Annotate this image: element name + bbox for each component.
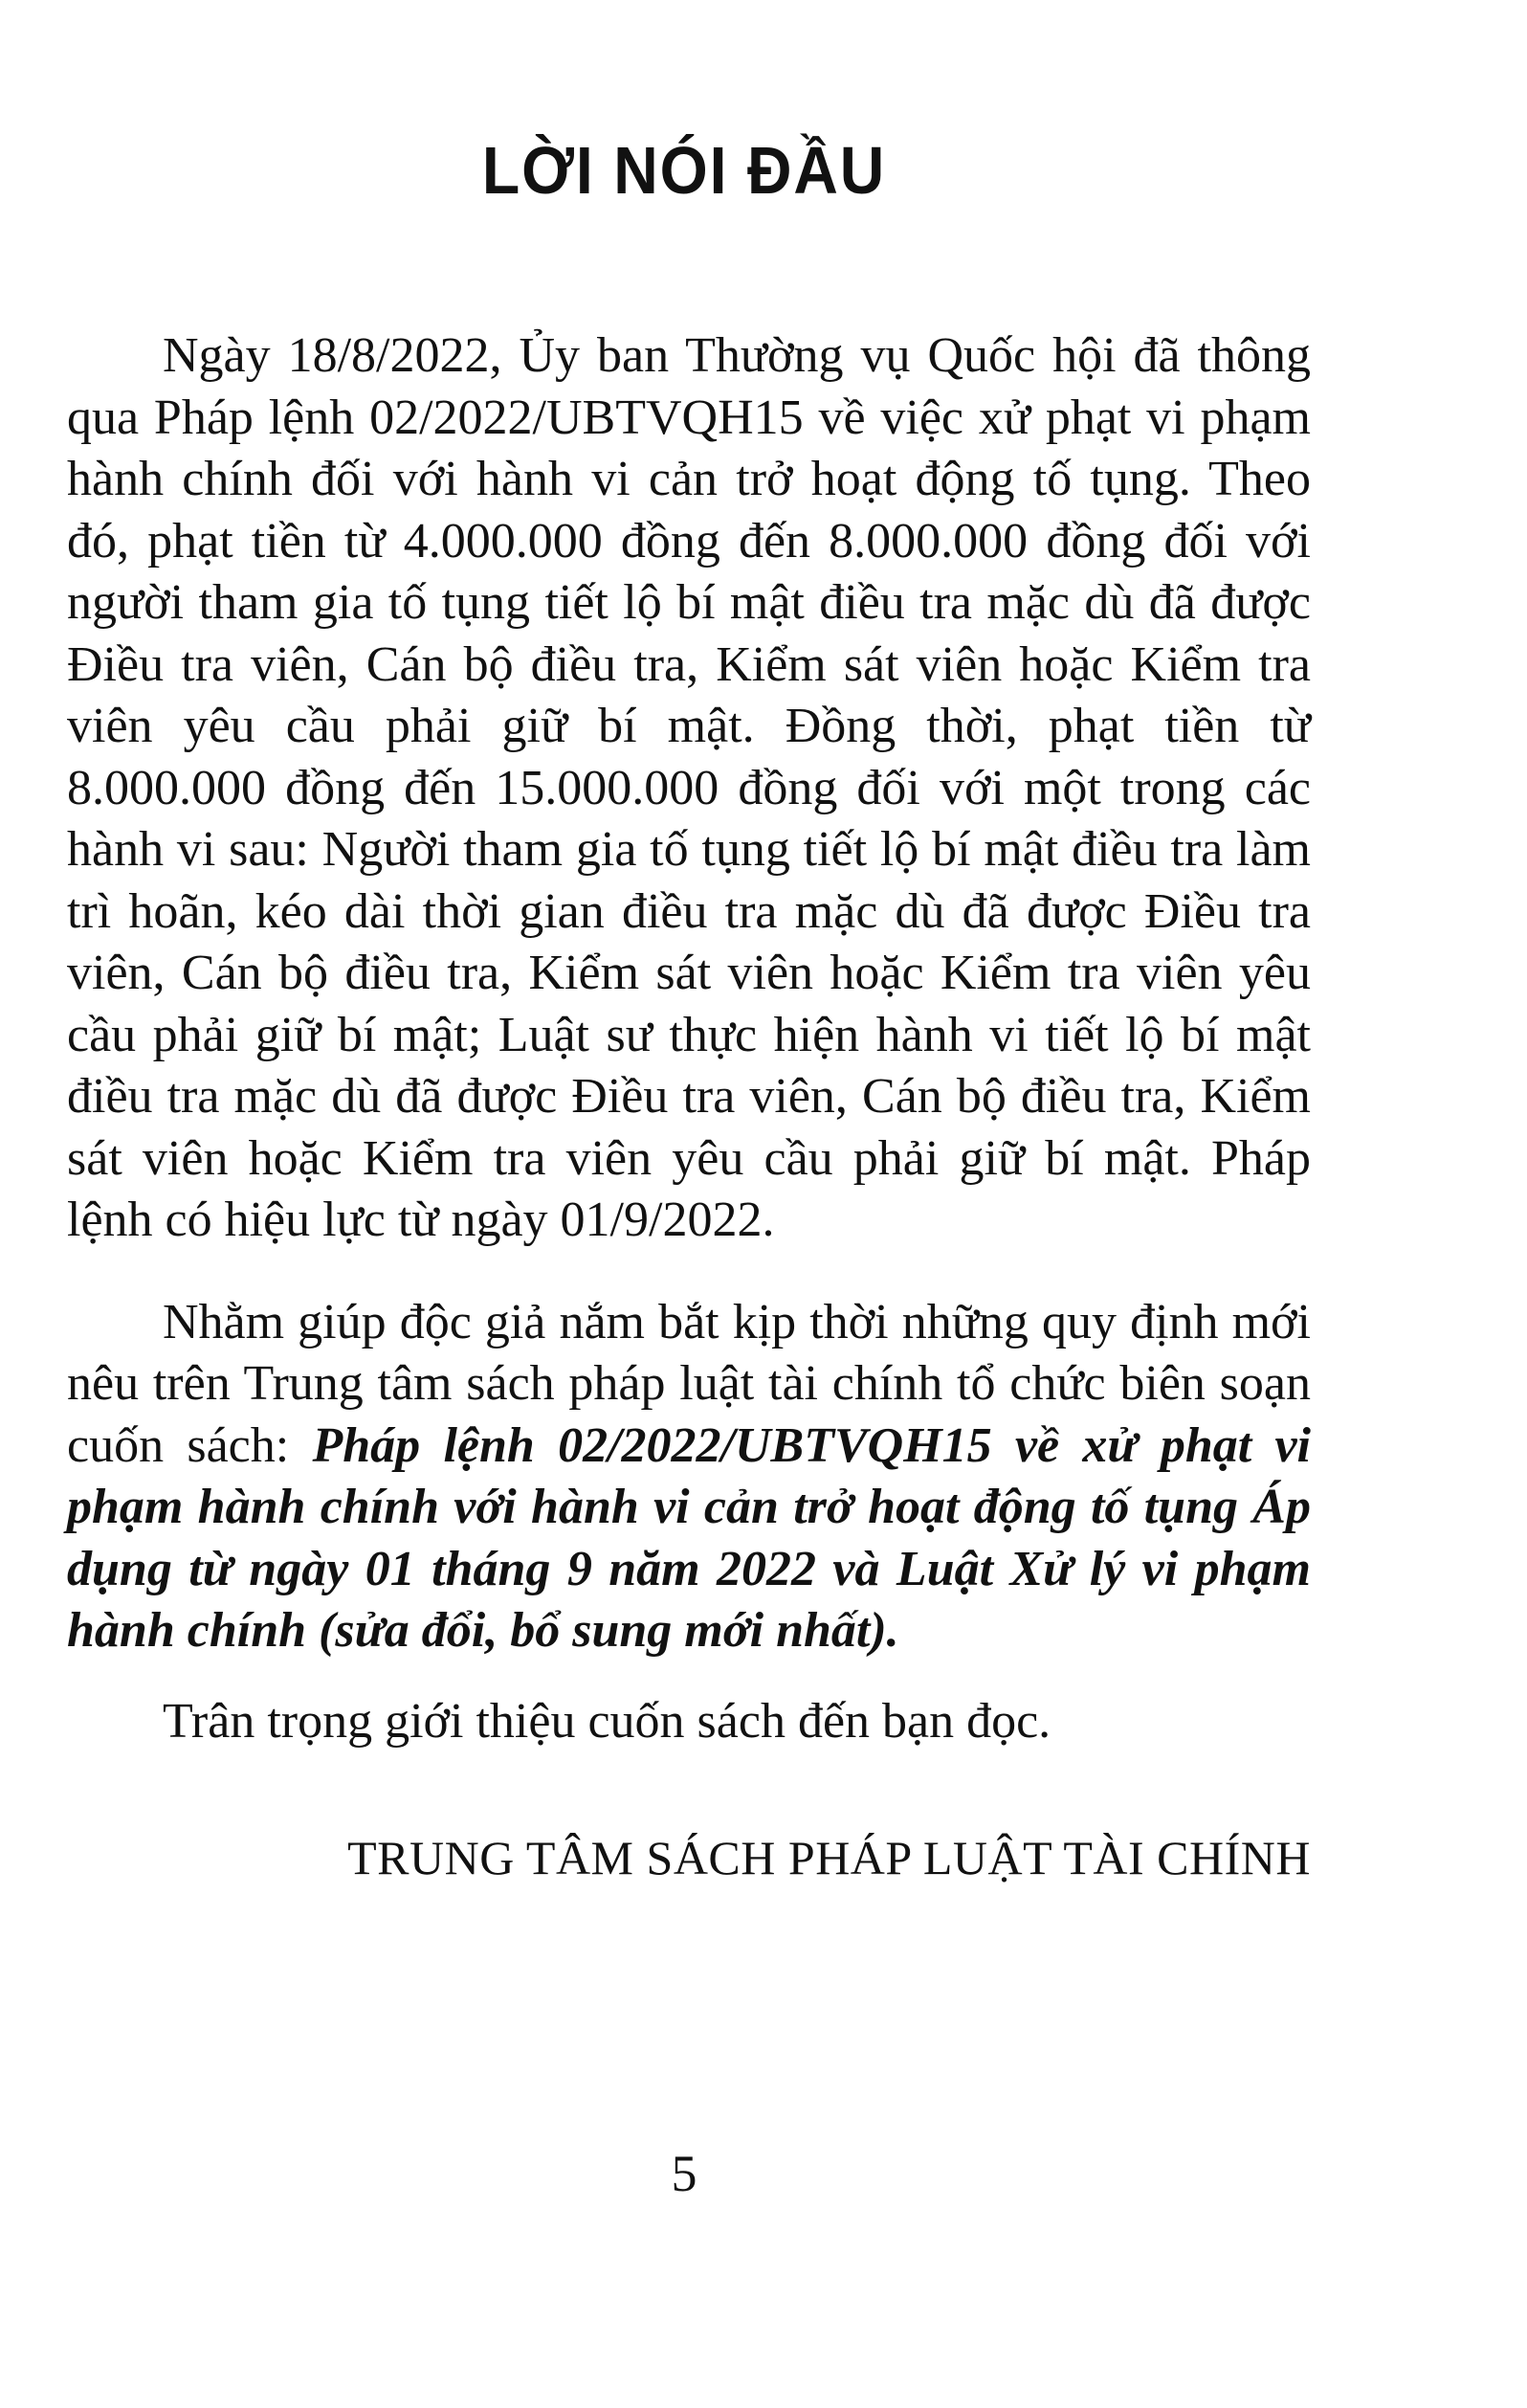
page-number: 5 <box>671 2145 697 2202</box>
page-heading: LỜI NÓI ĐẦU <box>481 133 887 208</box>
signature: TRUNG TÂM SÁCH PHÁP LUẬT TÀI CHÍNH <box>347 1831 1311 1884</box>
paragraph-closing: Trân trọng giới thiệu cuốn sách đến bạn đọc. <box>163 1693 1051 1749</box>
paragraph-book-purpose-text: Nhằm giúp độc giả nắm bắt kịp thời những quy định mới nêu trên Trung tâm sách pháp luật tài chính tổ chức biên soạn cuốn sách: <box>67 1294 1311 1473</box>
book-title: Pháp lệnh 02/2022/UBTVQH15 về xử phạt vi phạm hành chính với hành vi cản trở hoạt động tố tụng Áp dụng từ ngày 01 tháng 9 năm 2022 và Luật Xử lý vi phạm hành chính (sửa đổi, bổ sung mới nhất). <box>67 1417 1311 1658</box>
paragraph-book-purpose <box>67 1292 1311 1662</box>
paragraph-intro: Ngày 18/8/2022, Ủy ban Thường vụ Quốc hội đã thông qua Pháp lệnh 02/2022/UBTVQH15 về việc xử phạt vi phạm hành chính đối với hành vi cản trở hoạt động tố tụng. Theo đó, phạt tiền từ 4.000.000 đồng đến 8.000.000 đồng đối với người tham gia tố tụng tiết lộ bí mật điều tra mặc dù đã được Điều tra viên, Cán bộ điều tra, Kiểm sát viên hoặc Kiểm tra viên yêu cầu phải giữ bí mật. Đồng thời, phạt tiền từ 8.000.000 đồng đến 15.000.000 đồng đối với một trong các hành vi sau: Người tham gia tố tụng tiết lộ bí mật điều tra làm trì hoãn, kéo dài thời gian điều tra mặc dù đã được Điều tra viên, Cán bộ điều tra, Kiểm sát viên hoặc Kiểm tra viên yêu cầu phải giữ bí mật; Luật sư thực hiện hành vi tiết lộ bí mật điều tra mặc dù đã được Điều tra viên, Cán bộ điều tra, Kiểm sát viên hoặc Kiểm tra viên yêu cầu phải giữ bí mật. Pháp lệnh có hiệu lực từ ngày 01/9/2022. <box>67 328 1311 1247</box>
body-text <box>67 325 1311 1752</box>
